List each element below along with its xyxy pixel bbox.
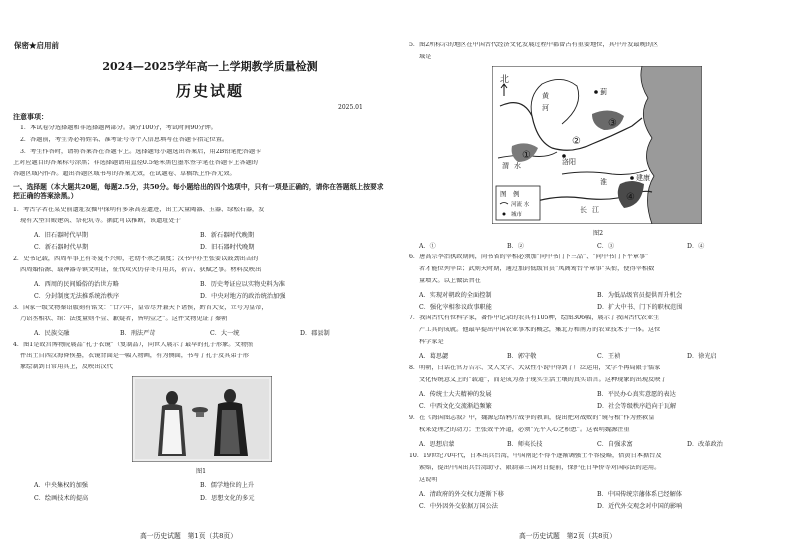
q6-option-a[interactable]: A．实现对朝政的全面控制 — [419, 292, 492, 299]
q7-option-b[interactable]: B．郭守敬 — [507, 353, 537, 360]
page-1-footer: 高一历史试题 第1页（共8页） — [140, 532, 238, 540]
city-ji-label: 蓟 — [600, 88, 607, 96]
q5-option-b[interactable]: B．② — [507, 243, 524, 250]
q9-option-c[interactable]: C．自强求富 — [597, 441, 633, 448]
page-2-footer: 高一历史试题 第2页（共8页） — [519, 532, 617, 540]
question-9-text: 9．在《海国图志叙》中，魏源总结鸦片战争的教训，提出把对战败的“镜与根”作为拯救皇 — [409, 415, 655, 421]
q8-option-a[interactable]: A．传统士大夫精神的发展 — [419, 391, 492, 398]
region-2-label: ② — [572, 136, 581, 147]
q8-option-d[interactable]: D．社会等级秩序趋向于瓦解 — [597, 403, 677, 410]
q4-option-c[interactable]: C．绘画技术的提高 — [34, 495, 89, 502]
page-2 — [397, 0, 794, 548]
question-3-text: 3．国家一级文物秦诏版刻有铭文：“廿六年，皇帝尽并兼天下诸侯，黔首大安，立号为皇帝， — [13, 305, 268, 311]
city-marker — [630, 176, 634, 180]
q1-option-a[interactable]: A．旧石器时代早期 — [34, 232, 88, 239]
question-2-text: 西周婚俗源、载神器等镇文明证，征伐攻灭仍存冬月用兵，祈告、获赋之事。材料反映出 — [20, 267, 262, 273]
question-1-text: 现有大型宫殿建筑、祭祀坑等。据此可以推断，该遗址处于 — [20, 218, 181, 224]
question-7-text: 7．我国古代有位科学家，著作中记录的农具有105种，绘图306幅，展示了我国古代农业生 — [409, 315, 660, 321]
notice-line: 1．本试卷分选择题和非选择题两部分。满分100分，考试时间90分钟。 — [20, 125, 217, 131]
question-10-text: 索赔，提出中国出兵台湾助守、限制第三国对日提前，保护在日华侨等对国际法的运用。 — [419, 465, 661, 471]
exam-title: 2024—2025学年高一上学期教学质量检测 — [102, 60, 318, 73]
question-6-text: 者才能位列宰臣；武则天时期，通过加封低级官员“凤阁鸾台平章事”头衔，使得宰相数 — [419, 266, 655, 272]
q1-option-b[interactable]: B．新石器时代晚期 — [200, 232, 255, 239]
q3-option-a[interactable]: A．民族交融 — [34, 330, 70, 337]
q3-option-b[interactable]: B．刑法严苛 — [120, 330, 156, 337]
q10-option-a[interactable]: A．清政府的外交权力逐渐下移 — [419, 491, 504, 498]
map-label: 长 — [580, 206, 587, 214]
map-label: 江 — [592, 206, 599, 214]
q9-option-d[interactable]: D．改革政治 — [687, 441, 723, 448]
q10-option-c[interactable]: C．中外因外交依据万国公法 — [419, 503, 498, 510]
q5-option-d[interactable]: D．④ — [687, 243, 705, 250]
question-10-text: 10．19世纪70年代，日本出兵台湾，中国南论不得不逐渐调强士不容侵略，借黄日本据台及 — [409, 453, 662, 459]
question-1-text: 1．考古学者在某史前遗址发掘中探明有多条高差遗迹，出土大量陶器、玉器、绿松石器，发 — [13, 207, 265, 213]
question-8-text: 8．明朝，白话在官方告示、文人文学、大众性小说中得到了广泛运用，文学不再局限于儒家 — [409, 365, 661, 371]
city-jiankang-label: 建康 — [636, 174, 650, 182]
q1-option-d[interactable]: D．旧石器时代晚期 — [200, 244, 255, 251]
map-label: 渭 — [502, 162, 509, 170]
notice-line: 上对应题目的答案标号涂黑；非选择题请用直径0.5毫米黑色墨水签字笔在答题卡上各题的 — [13, 160, 258, 166]
question-7-text: 科学家是 — [419, 339, 444, 345]
q4-option-d[interactable]: D．思想文化的多元 — [200, 495, 255, 502]
question-4-text: 件出土自西汉海昏侯墓，衣镜背面是一幅人物画，有为侧面，书写了孔子及其弟子形 — [20, 353, 249, 359]
q2-option-c[interactable]: C．分封制度无法推系统治秩序 — [34, 293, 120, 300]
map-label: 黄 — [542, 92, 549, 100]
exam-date: 2025.01 — [338, 104, 363, 111]
q7-option-d[interactable]: D．徐光启 — [687, 353, 717, 360]
q5-option-a[interactable]: A．① — [419, 243, 436, 250]
q3-option-d[interactable]: D．郡县制 — [300, 330, 330, 337]
q10-option-d[interactable]: D．近代外交观念对中国的影响 — [597, 503, 683, 510]
question-4-text: 象绘制到日常用具上，反映出汉代 — [20, 364, 113, 370]
question-5-text: 5．图2所标示的地区在中国古代经济文化发展过程中都曾占有重要地位，其中开发最晚的区 — [409, 42, 659, 48]
figure-1-painting — [132, 376, 272, 462]
notice-line: 3．考生作答时，请将答案答在答题卡上。选择题每小题选出答案后，用2B铅笔把答题卡 — [20, 149, 262, 155]
q6-option-b[interactable]: B．为低品级官员提供晋升机会 — [597, 292, 682, 299]
legend-river: 河流 水 — [511, 202, 530, 208]
question-3-text: 乃诏丞相状、绾：法度量则不壹、歉疑者，皆明壹之”。这件文物见证了秦朝 — [20, 316, 228, 322]
question-2-text: 2．史书记载，西周军事上有冬夏不兴师，老幼不杀之制度；汉书中亦主张要以鼓劲出击的 — [13, 256, 259, 262]
q2-option-b[interactable]: B．历史考证应以实物史料为准 — [200, 281, 285, 288]
question-5-text: 域是 — [419, 54, 432, 60]
region-1-label: ① — [522, 150, 531, 161]
section-heading: 一、选择题（本大题共20题，每题2.5分，共50分。每小题给出的四个选项中，只有一项是正确的，请你在答题纸上按要求把正确的答案涂黑。） — [13, 183, 384, 200]
q5-option-c[interactable]: C．③ — [597, 243, 615, 250]
north-label: 北 — [500, 75, 510, 85]
q9-option-b[interactable]: B．师夷长技 — [507, 441, 543, 448]
city-marker — [562, 154, 566, 158]
map-label: 河 — [542, 104, 549, 112]
question-6-text: 量增大。以上做法旨在 — [419, 278, 481, 284]
q9-option-a[interactable]: A．思想启蒙 — [419, 441, 455, 448]
q3-option-c[interactable]: C．大一统 — [210, 330, 240, 337]
question-8-text: 文化传统意义上的“载道”，而是成为基于现实生活土壤的真实语言。这种现象的出现反映了 — [419, 377, 667, 383]
city-marker — [594, 90, 598, 94]
city-luoyang-label: 洛阳 — [562, 158, 576, 166]
q6-option-d[interactable]: D．扩大中书、门下的职权范围 — [597, 304, 683, 311]
map-label: 淮 — [600, 178, 607, 186]
q2-option-d[interactable]: D．中央对地方的政治统治加强 — [200, 293, 286, 300]
question-10-text: 这说明 — [419, 477, 438, 483]
q1-option-c[interactable]: C．新石器时代早期 — [34, 244, 89, 251]
region-3-label: ③ — [608, 118, 617, 129]
q2-option-a[interactable]: A．西周的民间婚俗的治世方略 — [34, 281, 119, 288]
legend-title: 图 例 — [500, 190, 520, 198]
figure-2-map — [492, 66, 702, 224]
question-9-text: 权来处理之的动力；主张效平外道，必须“先平人心之积患”。这表明魏源注重 — [419, 427, 630, 433]
q4-option-a[interactable]: A．中央集权的加强 — [34, 482, 88, 489]
q7-option-a[interactable]: A．葛思勰 — [419, 353, 449, 360]
q8-option-b[interactable]: B．平民办心真实意愿的表达 — [597, 391, 676, 398]
question-7-text: 产工具的成就。他最早提出中国农业事术的概念，集北方和南方的农业技术于一体。这位 — [419, 327, 661, 333]
notice-title: 注意事项： — [13, 112, 48, 121]
legend-city: 城市 — [511, 212, 523, 218]
q7-option-c[interactable]: C．王祯 — [597, 353, 621, 360]
question-6-text: 6．唐高宗李治执政期间，尚书省的宰相必须加“同中书门下三品”、“同中书门下平章事” — [409, 254, 649, 260]
notice-line: 答题区域内作答。超出答题区域书写的答案无效，在试题卷、草稿纸上作答无效。 — [13, 171, 236, 177]
q8-option-c[interactable]: C．中西文化交流渐趋频繁 — [419, 403, 492, 410]
notice-line: 2．答题前，考生务必将姓名、准考证号等个人信息填写在答题卡指定位置。 — [20, 137, 229, 143]
question-4-text: 4．图1是故宫博物院展品“孔子衣镜”（复制品），向世人展示了最早的孔子形象。文物照 — [13, 342, 254, 348]
region-4-label: ④ — [626, 192, 635, 203]
subject-title: 历史试题 — [175, 82, 244, 100]
figure-2-caption: 图2 — [593, 230, 604, 237]
q10-option-b[interactable]: B．中国传统宗藩体系已经解体 — [597, 491, 682, 498]
q6-option-c[interactable]: C．强化宰相参议政事职能 — [419, 304, 492, 311]
map-label: 水 — [514, 162, 521, 170]
figure-1-caption: 图1 — [196, 468, 207, 475]
q4-option-b[interactable]: B．儒学地位的上升 — [200, 482, 255, 489]
confidential-label: 保密★启用前 — [14, 41, 59, 50]
